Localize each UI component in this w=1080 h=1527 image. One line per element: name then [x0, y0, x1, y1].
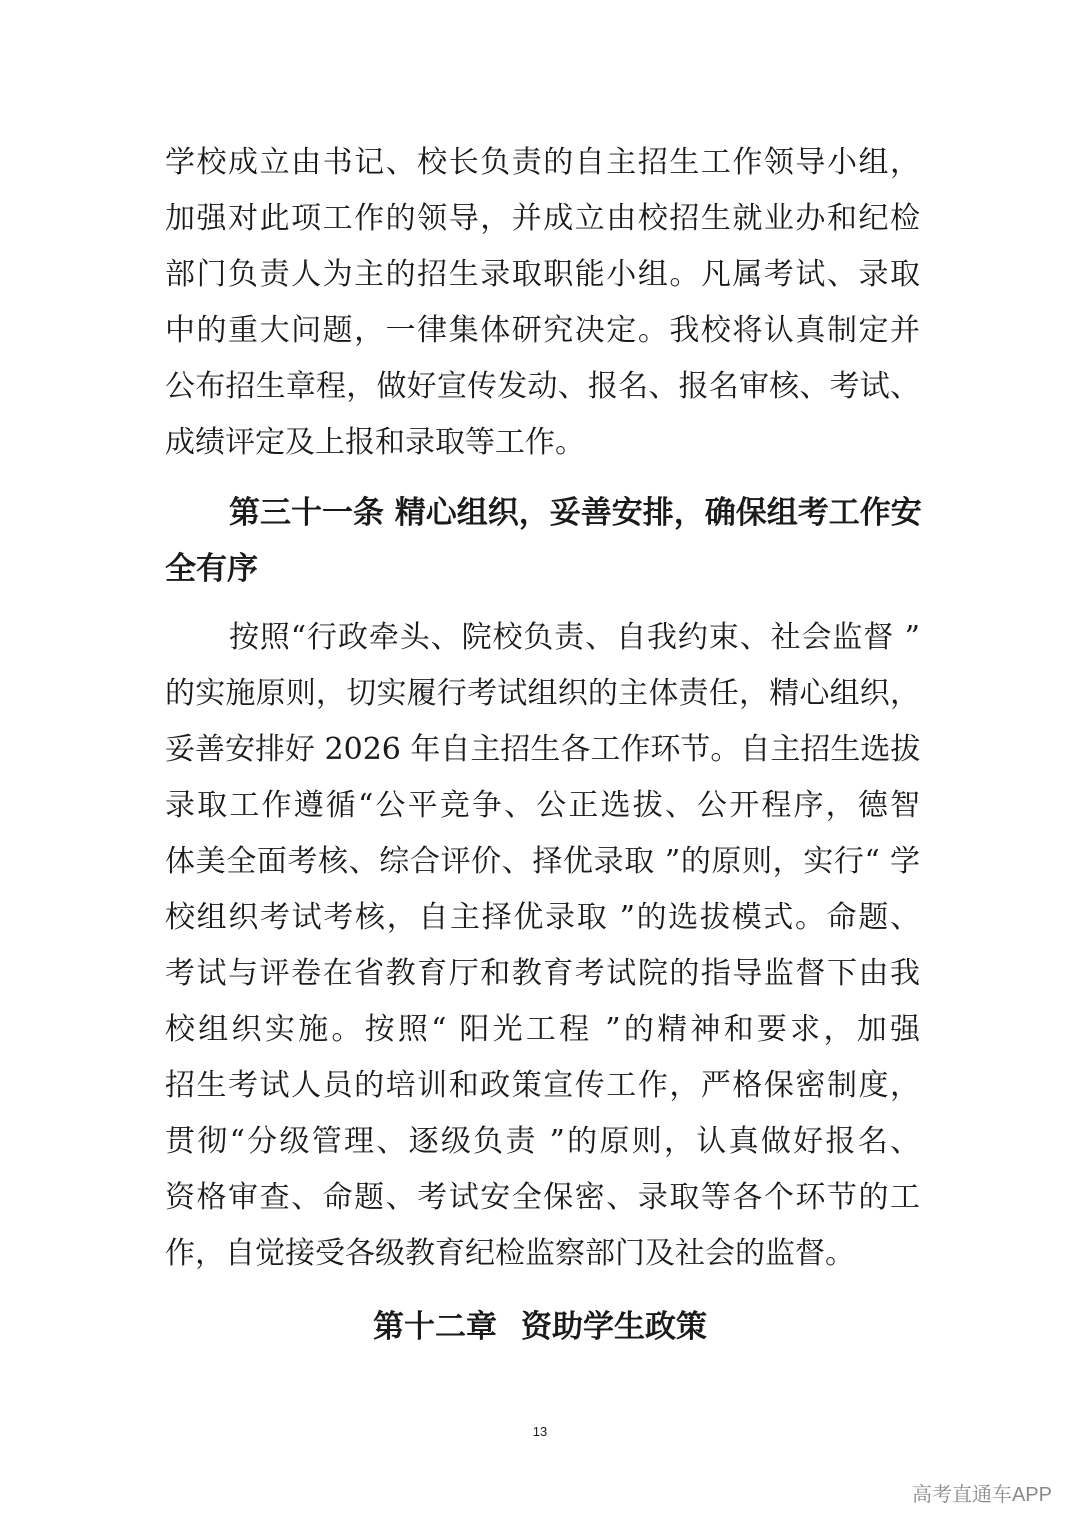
page-number: 13 [532, 1424, 548, 1439]
article-31-line-8: 校组织实施。按照“ 阳光工程 ”的精神和要求，加强 [165, 1012, 920, 1047]
article-31-line-6: 校组织考试考核，自主择优录取 ”的选拔模式。命题、 [165, 900, 920, 935]
article-31-line-9: 招生考试人员的培训和政策宣传工作，严格保密制度， [165, 1068, 920, 1103]
watermark-text: 高考直通车APP [911, 1484, 1052, 1506]
article-31-heading-line-1: 第三十一条 精心组织，妥善安排，确保组考工作安 [229, 495, 922, 531]
article-31-line-1: 按照“行政牵头、院校负责、自我约束、社会监督 ” [229, 620, 920, 655]
article-31-heading-line-2: 全有序 [165, 551, 258, 587]
article-31-line-11: 资格审查、命题、考试安全保密、录取等各个环节的工 [165, 1180, 920, 1215]
paragraph-1-line-3: 部门负责人为主的招生录取职能小组。凡属考试、录取 [165, 257, 920, 292]
article-31-line-3: 妥善安排好 2026 年自主招生各工作环节。自主招生选拔 [165, 732, 921, 767]
chapter-number: 第十二章 [373, 1309, 497, 1345]
paragraph-1-line-5: 公布招生章程，做好宣传发动、报名、报名审核、考试、 [165, 369, 920, 404]
article-31-line-7: 考试与评卷在省教育厅和教育考试院的指导监督下由我 [165, 956, 920, 991]
article-31-line-2: 的实施原则，切实履行考试组织的主体责任，精心组织， [165, 676, 920, 711]
paragraph-1-line-1: 学校成立由书记、校长负责的自主招生工作领导小组， [165, 145, 920, 180]
chapter-title: 资助学生政策 [521, 1309, 707, 1345]
article-31-line-12: 作，自觉接受各级教育纪检监察部门及社会的监督。 [165, 1236, 855, 1271]
paragraph-1-line-4: 中的重大问题，一律集体研究决定。我校将认真制定并 [165, 313, 920, 348]
paragraph-1-line-6: 成绩评定及上报和录取等工作。 [165, 425, 585, 460]
chapter-12-heading [0, 1307, 1080, 1347]
article-31-line-4: 录取工作遵循“公平竞争、公正选拔、公开程序，德智 [165, 788, 920, 823]
paragraph-1-line-2: 加强对此项工作的领导，并成立由校招生就业办和纪检 [165, 201, 920, 236]
article-31-line-5: 体美全面考核、综合评价、择优录取 ”的原则，实行“ 学 [165, 844, 920, 879]
article-31-line-10: 贯彻“分级管理、逐级负责 ”的原则，认真做好报名、 [165, 1124, 920, 1159]
